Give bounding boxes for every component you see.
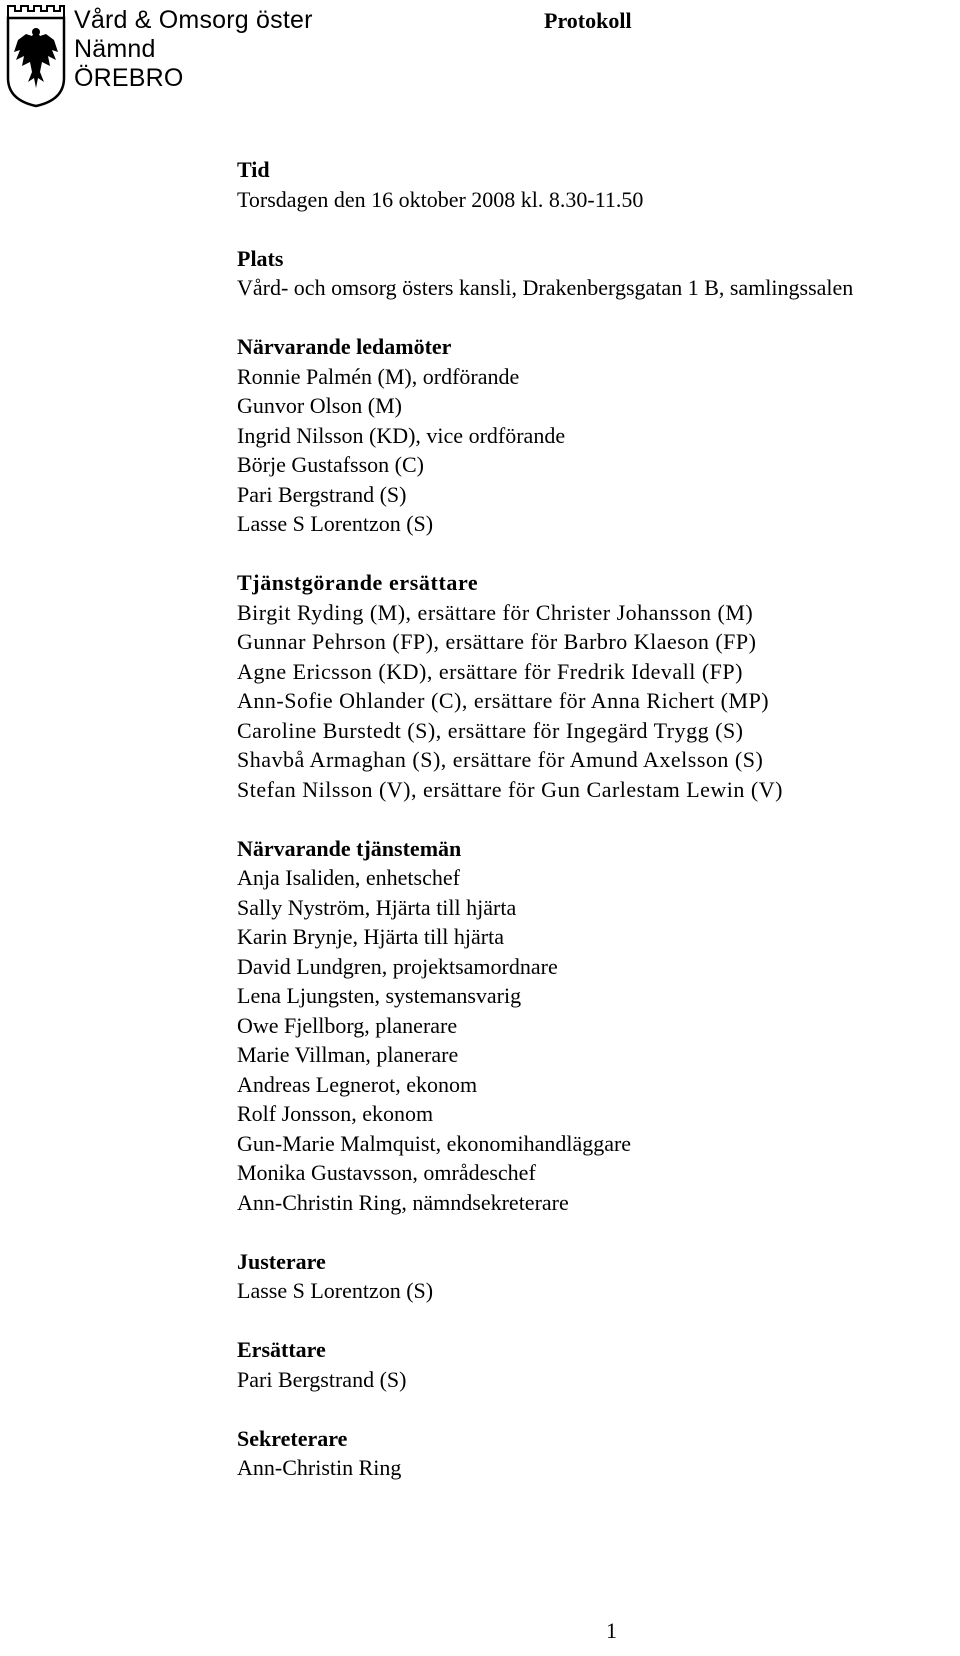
section-title: Tjänstgörande ersättare: [237, 570, 479, 595]
list-item: Lasse S Lorentzon (S): [237, 511, 434, 536]
section-narvarande-tjanstemän: [237, 834, 937, 1218]
list-item: Ann-Sofie Ohlander (C), ersättare för Anna Richert (MP): [237, 688, 770, 713]
list-item: David Lundgren, projektsamordnare: [237, 953, 558, 979]
list-item: Shavbå Armaghan (S), ersättare för Amund Axelsson (S): [237, 747, 764, 772]
list-item: Ann-Christin Ring, nämndsekreterare: [237, 1189, 569, 1215]
list-item: Stefan Nilsson (V), ersättare för Gun Carlestam Lewin (V): [237, 776, 783, 802]
org-line-3: ÖREBRO: [74, 64, 184, 92]
list-item: Pari Bergstrand (S): [237, 481, 407, 507]
list-item: Monika Gustavsson, områdeschef: [237, 1160, 536, 1185]
list-item: Karin Brynje, Hjärta till hjärta: [237, 924, 504, 949]
list-item: Ronnie Palmén (M), ordförande: [237, 363, 520, 389]
section-title: Ersättare: [237, 1337, 326, 1362]
section-line: Lasse S Lorentzon (S): [237, 1278, 434, 1303]
list-item: Gunvor Olson (M): [237, 393, 402, 418]
organization-name: [74, 6, 313, 93]
section-ersattare: [237, 1335, 937, 1394]
section-title: Närvarande tjänstemän: [237, 835, 462, 861]
section-title: Närvarande ledamöter: [237, 334, 452, 359]
section-line: Pari Bergstrand (S): [237, 1366, 407, 1392]
section-title: Plats: [237, 245, 284, 271]
orebro-crest-icon: [4, 0, 66, 108]
section-plats: [237, 244, 937, 303]
list-item: Owe Fjellborg, planerare: [237, 1012, 458, 1038]
section-narvarande-ledamoter: [237, 332, 937, 539]
org-line-2: Nämnd: [74, 35, 156, 63]
section-sekreterare: [237, 1424, 937, 1483]
list-item: Gunnar Pehrson (FP), ersättare för Barbro Klaeson (FP): [237, 629, 757, 654]
list-item: Caroline Burstedt (S), ersättare för Ingegärd Trygg (S): [237, 717, 744, 743]
section-line: Torsdagen den 16 oktober 2008 kl. 8.30-11.50: [237, 186, 644, 212]
list-item: Marie Villman, planerare: [237, 1042, 459, 1067]
list-item: Gun-Marie Malmquist, ekonomihandläggare: [237, 1130, 632, 1156]
list-item: Andreas Legnerot, ekonom: [237, 1071, 478, 1097]
section-tid: [237, 155, 937, 214]
section-title: Justerare: [237, 1248, 326, 1274]
section-tjanstgorande-ersattare: [237, 568, 937, 804]
list-item: Ingrid Nilsson (KD), vice ordförande: [237, 422, 566, 448]
section-justerare: [237, 1247, 937, 1306]
document-header: [0, 0, 960, 120]
list-item: Rolf Jonsson, ekonom: [237, 1101, 434, 1126]
list-item: Agne Ericsson (KD), ersättare för Fredrik Idevall (FP): [237, 658, 743, 684]
document-type: Protokoll: [544, 8, 632, 33]
page-number: 1: [606, 1618, 617, 1643]
section-line: Ann-Christin Ring: [237, 1455, 402, 1480]
list-item: Anja Isaliden, enhetschef: [237, 865, 460, 890]
section-title: Tid: [237, 157, 270, 182]
protocol-body: [237, 155, 937, 1512]
list-item: Börje Gustafsson (C): [237, 452, 424, 477]
section-title: Sekreterare: [237, 1425, 348, 1451]
section-line: Vård- och omsorg östers kansli, Drakenbergsgatan 1 B, samlingssalen: [237, 275, 854, 300]
list-item: Birgit Ryding (M), ersättare för Christer Johansson (M): [237, 599, 754, 625]
list-item: Sally Nyström, Hjärta till hjärta: [237, 894, 517, 920]
org-line-1: Vård & Omsorg öster: [74, 6, 313, 34]
list-item: Lena Ljungsten, systemansvarig: [237, 983, 522, 1008]
